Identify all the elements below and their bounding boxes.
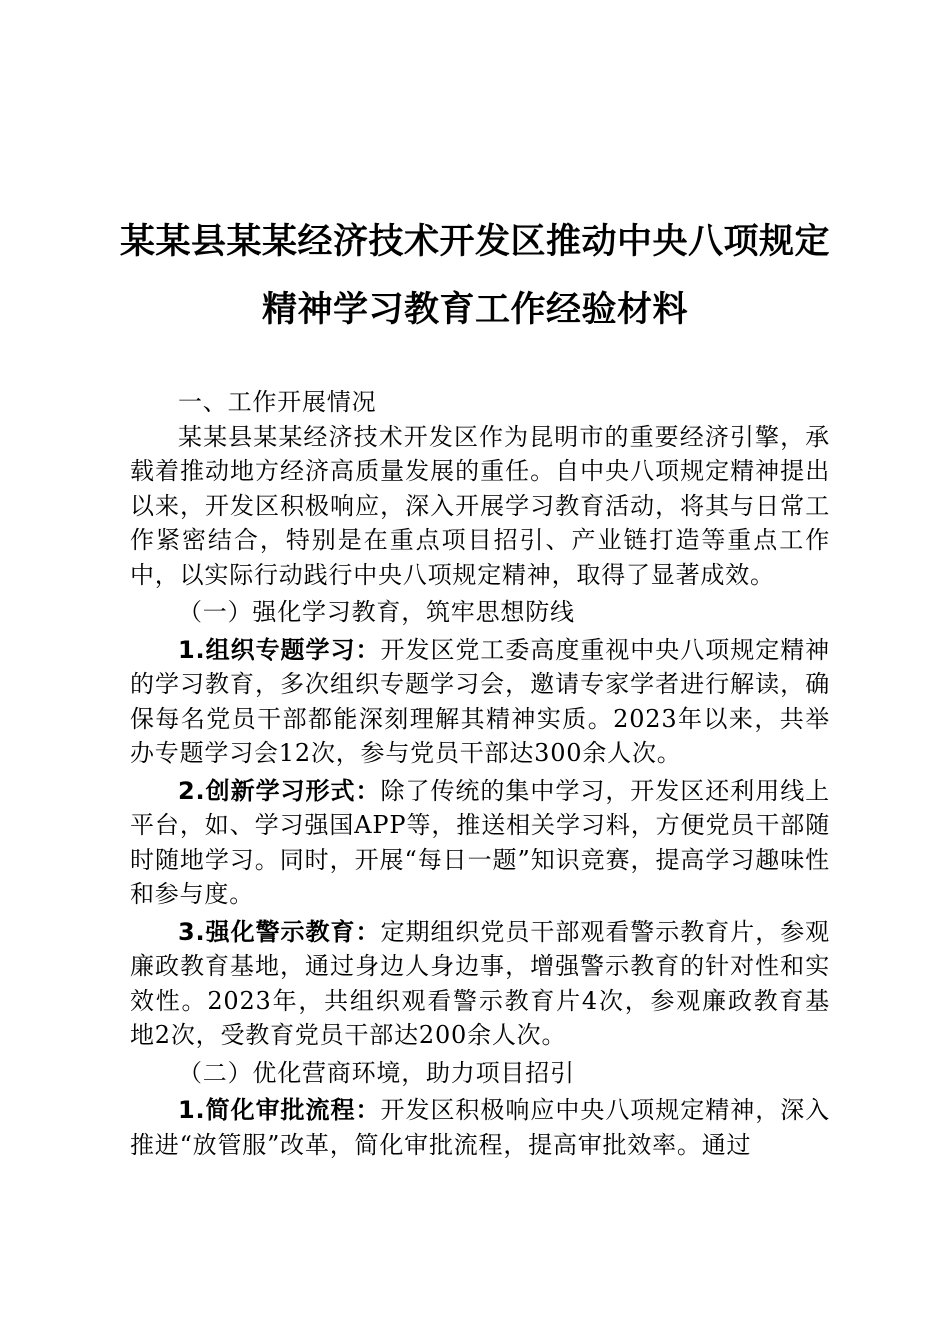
item-label: 1.简化审批流程： xyxy=(178,1096,381,1124)
section-intro-paragraph: 某某县某某经济技术开发区作为昆明市的重要经济引擎，承载着推动地方经济高质量发展的重任。自中央八项规定精神提出以来，开发区积极响应，深入开展学习教育活动，将其与日常工作紧密结合，特别是在重点项目招引、产业链打造等重点工作中，以实际行动践行中央八项规定精神，取得了显著成效。 xyxy=(130,422,830,589)
item-label: 2.创新学习形式： xyxy=(178,776,381,805)
item-label: 3.强化警示教育： xyxy=(178,917,381,946)
list-item xyxy=(130,633,830,771)
list-item xyxy=(130,1093,830,1162)
item-text: 定期组织党员干部观看警示教育片，参观廉政教育基地，通过身边人身边事，增强警示教育的针对性和实效性。2023年，共组织观看警示教育片4次，参观廉政教育基地2次，受教育党员干部达200余人次。 xyxy=(130,917,830,1049)
section-heading-work-progress: 一、工作开展情况 xyxy=(178,388,377,416)
item-label: 1.组织专题学习： xyxy=(178,635,381,664)
document-body xyxy=(130,385,830,1162)
document-title-line-2: 精神学习教育工作经验材料 xyxy=(261,290,688,330)
subsection-heading-business-environment: （二）优化营商环境，助力项目招引 xyxy=(178,1058,575,1087)
subsection-heading-study-education: （一）强化学习教育，筑牢思想防线 xyxy=(178,598,575,626)
list-item xyxy=(130,915,830,1053)
item-text: 开发区党工委高度重视中央八项规定精神的学习教育，多次组织专题学习会，邀请专家学者进行解读，确保每名党员干部都能深刻理解其精神实质。2023年以来，共举办专题学习会12次，参与党员干部达300余人次。 xyxy=(130,635,830,767)
document-title-line-1: 某某县某某经济技术开发区推动中央八项规定 xyxy=(119,222,830,262)
list-item xyxy=(130,774,830,912)
item-text: 开发区积极响应中央八项规定精神，深入推进“放管服”改革，简化审批流程，提高审批效率。通过 xyxy=(130,1096,830,1159)
item-text: 除了传统的集中学习，开发区还利用线上平台，如、学习强国APP等，推送相关学习料，方便党员干部随时随地学习。同时，开展“每日一题”知识竞赛，提高学习趣味性和参与度。 xyxy=(130,776,830,908)
